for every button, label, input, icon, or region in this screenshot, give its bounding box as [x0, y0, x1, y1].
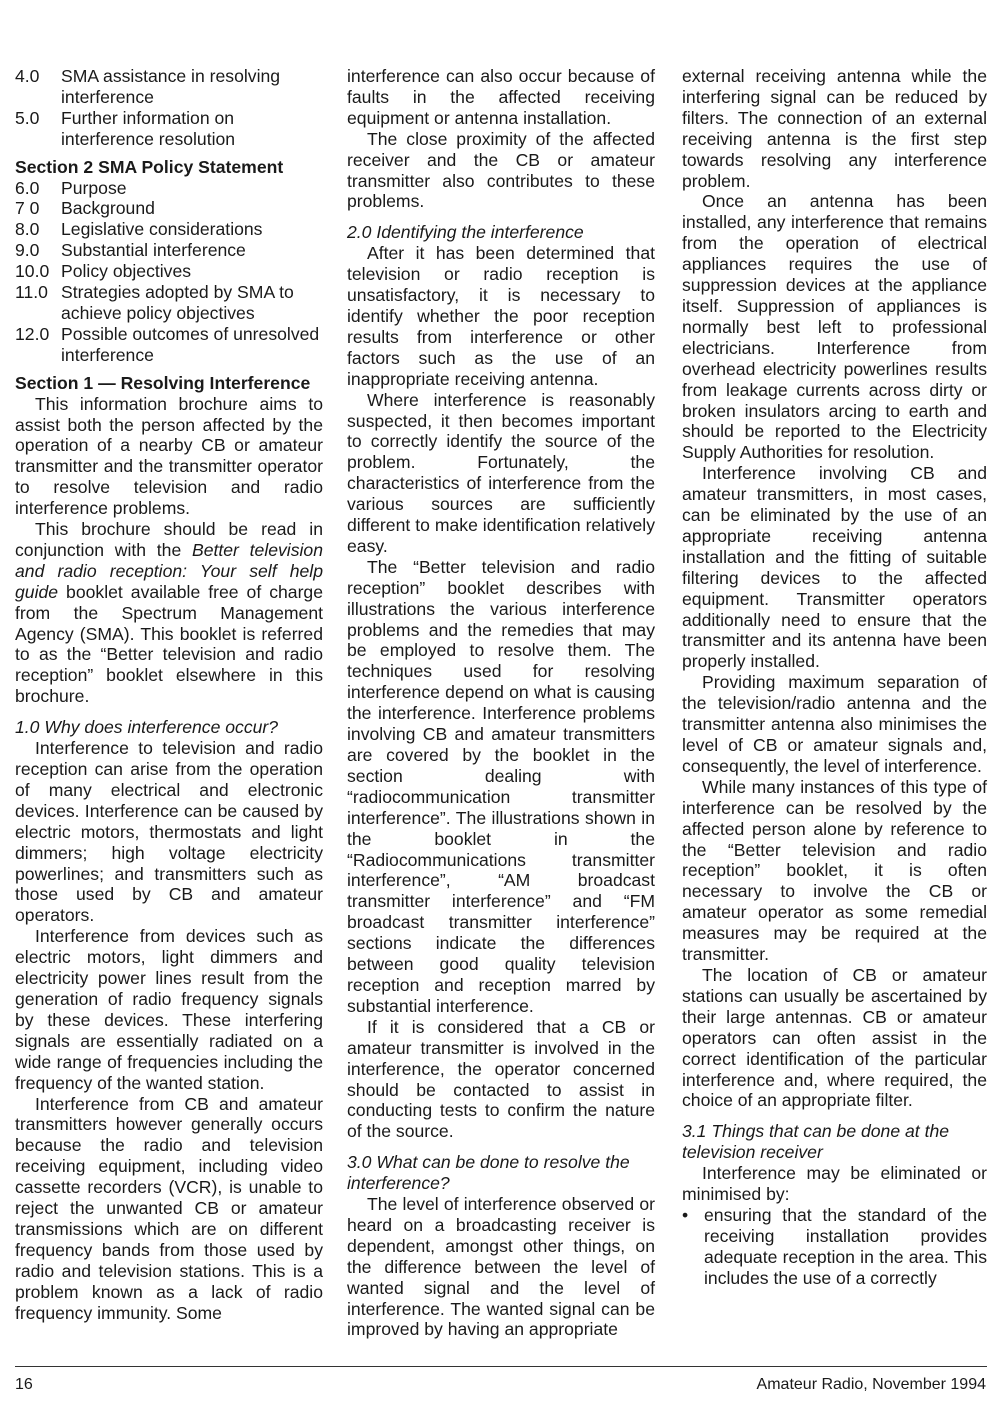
toc-item: 12.0 Possible outcomes of unresolved interference	[15, 323, 320, 365]
toc-item: 6.0 Purpose	[15, 177, 127, 198]
section-1-heading: Section 1 — Resolving Interference	[15, 372, 311, 393]
bullet-icon: •	[682, 1204, 689, 1225]
column-3	[682, 66, 987, 1289]
paragraph: Interference may be eliminated or minimised by:	[682, 1163, 987, 1205]
reference-paragraph: This brochure should be read in conjunction with the Better television and radio reception: Your self help guide booklet available free of charge from the Spectrum Management Agency (SMA). This booklet is referred to as the “Better television and radio reception” booklet elsewhere in this brochure.	[15, 519, 323, 707]
subheading-2-0: 2.0 Identifying the interference	[347, 222, 584, 243]
page-number: 16	[15, 1376, 33, 1393]
paragraph: After it has been determined that television or radio reception is unsatisfactory, it is necessary to identify whether the poor reception results from interference or other factors such as the use of an inappropriate receiving antenna.	[347, 243, 655, 389]
subheading-1-0: 1.0 Why does interference occur?	[15, 717, 279, 738]
section-2-heading: Section 2 SMA Policy Statement	[15, 156, 284, 177]
paragraph-continued: interference can also occur because of faults in the affected receiving equipment or antenna installation.	[347, 66, 655, 128]
intro-paragraph: This information brochure aims to assist both the person affected by the operation of a nearby CB or amateur transmitter and the transmitter operator to resolve television and radio interference problems.	[15, 393, 323, 519]
paragraph: Interference from devices such as electric motors, light dimmers and electricity power lines result from the generation of radio frequency signals by these devices. These interfering signals are essentially radiated on a wide range of frequencies including the frequency of the wanted station.	[15, 926, 323, 1093]
toc-item: 11.0 Strategies adopted by SMA to achieve policy objectives	[15, 282, 294, 323]
toc-item: 10.0 Policy objectives	[15, 261, 192, 282]
paragraph: The level of interference observed or heard on a broadcasting receiver is dependent, amongst other things, on the difference between the level of wanted signal and the level of interference. The wanted signal can be improved by having an appropriate	[347, 1194, 655, 1340]
column-2	[347, 66, 655, 1340]
contents-list-section-2	[15, 178, 323, 366]
subheading-3-0: 3.0 What can be done to resolve the interference?	[347, 1152, 630, 1194]
footer-rule	[15, 1366, 987, 1367]
toc-item: 7 0 Background	[15, 198, 155, 219]
paragraph: If it is considered that a CB or amateur transmitter is involved in the interference, the operator concerned should be contacted to assist in conducting tests to confirm the nature of the source.	[347, 1016, 655, 1142]
contents-list-continued	[15, 66, 323, 150]
paragraph: Providing maximum separation of the television/radio antenna and the transmitter antenna also minimises the level of CB or amateur signals and, consequently, the level of interference.	[682, 672, 987, 776]
column-1	[15, 66, 323, 1323]
paragraph: Interference involving CB and amateur transmitters, in most cases, can be eliminated by the use of an appropriate receiving antenna installation and the fitting of suitable filtering devices to the affected equipment. Transmitter operators additionally need to ensure that the transmitter and its antenna have been properly installed.	[682, 463, 987, 672]
publication-footer: Amateur Radio, November 1994	[756, 1376, 986, 1393]
toc-item: 9.0 Substantial interference	[15, 240, 246, 261]
bullet-item: • ensuring that the standard of the receiving installation provides adequate reception in the area. This includes the use of a correctly	[682, 1204, 987, 1288]
toc-item: 4.0 SMA assistance in resolving interference	[15, 66, 281, 107]
subheading-3-1: 3.1 Things that can be done at the television receiver	[682, 1121, 950, 1163]
toc-item: 8.0 Legislative considerations	[15, 219, 263, 240]
paragraph-continued: external receiving antenna while the interfering signal can be reduced by filters. The connection of an external receiving antenna is the first step towards resolving any interference problem.	[682, 66, 987, 191]
paragraph: While many instances of this type of interference can be resolved by the affected person alone by reference to the “Better television and radio reception” booklet, it is often necessary to involve the CB or amateur operator as some remedial measures may be required at the transmitter.	[682, 776, 987, 965]
toc-item: 5.0 Further information on interference resolution	[15, 107, 236, 149]
paragraph: Interference to television and radio reception can arise from the operation of many electrical and electronic devices. Interference can be caused by electric motors, thermostats and light dimmers; high voltage electricity powerlines; and transmitters such as those used by CB and amateur operators.	[15, 738, 323, 926]
paragraph: The “Better television and radio reception” booklet describes with illustrations the various interference problems and the remedies that may be employed to resolve them. The techniques used for resolving interference depend on what is causing the interference. Interference problems involving CB and amateur transmitters are covered by the booklet in the section dealing with “radiocommunication transmitter interference”. The illustrations shown in the booklet in the “Radiocommunications transmitter interference”, “AM broadcast transmitter interference” and “FM broadcast transmitter interference” sections indicate the differences between good quality television reception and reception marred by substantial interference.	[347, 556, 655, 1016]
paragraph: Once an antenna has been installed, any interference that remains from the operation of electrical appliances requires the use of suppression devices at the appliance itself. Suppression of appliances is normally best left to professional electricians. Interference from overhead electricity powerlines results from leakage currents across dirty or broken insulators arcing to earth and should be reported to the Electricity Supply Authorities for resolution.	[682, 191, 987, 463]
paragraph: Where interference is reasonably suspected, it then becomes important to correctly identify the source of the problem. Fortunately, the characteristics of interference from the various sources are sufficiently different to make identification relatively easy.	[347, 389, 655, 556]
paragraph: Interference from CB and amateur transmitters however generally occurs because the radio and television receiving equipment, including video cassette recorders (VCR), is unable to reject the unwanted CB or amateur transmissions which are on different frequency bands from those used by radio and television stations. This is a problem known as a lack of radio frequency immunity. Some	[15, 1093, 323, 1323]
booklet-title: Better television and radio reception: Your self help guide	[15, 539, 323, 602]
paragraph: The close proximity of the affected receiver and the CB or amateur transmitter also contributes to these problems.	[347, 128, 655, 212]
paragraph: The location of CB or amateur stations can usually be ascertained by their large antennas. CB or amateur operators can often assist in the correct identification of the particular interference and, where required, the choice of an appropriate filter.	[682, 964, 987, 1111]
